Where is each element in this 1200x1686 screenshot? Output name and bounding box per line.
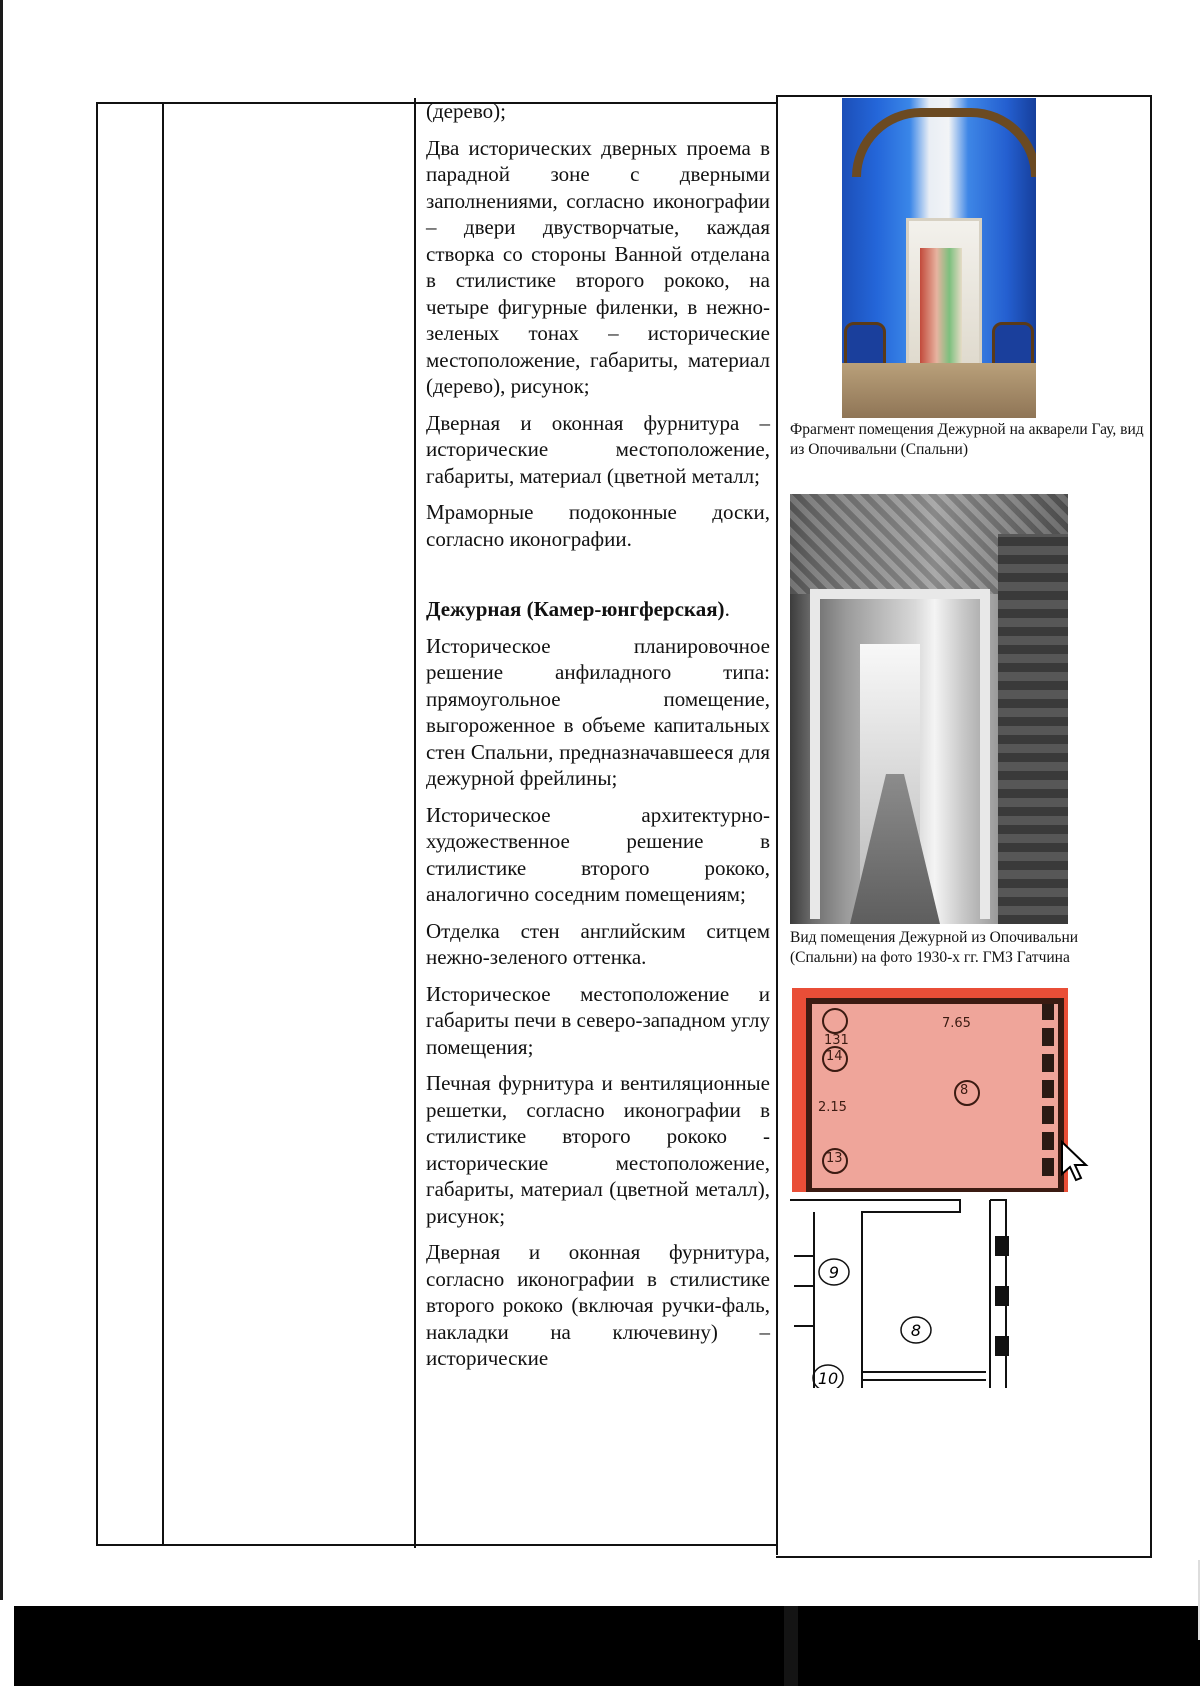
room-marker — [822, 1008, 848, 1034]
room-number: 8 — [910, 1321, 922, 1340]
paragraph: Печная фурнитура и вентиляционные решетки, согласно иконографии в стилистике второго рококо - исторические местоположение, габариты, материал (цветной металл), рисунок; — [426, 1071, 770, 1228]
room-number: 9 — [828, 1263, 840, 1282]
plan-lines — [790, 1196, 1022, 1388]
floor-plan-highlighted — [792, 988, 1068, 1192]
table-bottom-rule — [96, 1544, 776, 1546]
scan-edge — [784, 1606, 798, 1686]
table-col-line-2 — [162, 102, 164, 1545]
watercolor-image — [842, 98, 1036, 418]
section-heading — [426, 596, 770, 623]
description-column — [426, 98, 770, 1382]
room-number: 14 — [826, 1049, 843, 1064]
scan-edge — [0, 0, 3, 1600]
section-heading-dot: . — [724, 597, 730, 621]
room-number: 13 — [826, 1151, 843, 1166]
section-heading-text: Дежурная (Камер-юнгферская) — [426, 597, 725, 621]
paragraph: Историческое планировочное решение анфиладного типа: прямоугольное помещение, выгороженное в объеме капитальных стен Спальни, предназначавшееся для дежурной фрейлины; — [426, 633, 770, 790]
paragraph: Мраморные подоконные доски, согласно иконографии. — [426, 500, 770, 551]
room-number: 8 — [960, 1083, 969, 1098]
paragraph: Дверная и оконная фурнитура – исторические местоположение, габариты, материал (цветной металл; — [426, 410, 770, 488]
paragraph: Историческое архитектурно-художественное решение в стилистике второго рококо, аналогично соседним помещениям; — [426, 802, 770, 906]
table-col-line-3 — [414, 98, 416, 1548]
paragraph: Историческое местоположение и габариты печи в северо-западном углу помещения; — [426, 981, 770, 1059]
enfilade-view — [920, 248, 962, 368]
mouse-cursor-icon — [1060, 1140, 1090, 1184]
table-bottom-rule-right — [776, 1556, 1152, 1558]
ornate-arch — [852, 108, 1036, 177]
paragraph: Два исторических дверных проема в парадной зоне с дверными заполнениями, согласно иконографии – двери двустворчатые, каждая створка со стороны Ванной отделана в стилистике второго рококо, на четыре фигурные филенки, в нежно-зеленых тонах – исторические местоположение, габариты, материал (дерево), рисунок; — [426, 135, 770, 398]
floor — [842, 363, 1036, 418]
table-col-line-5 — [1150, 95, 1152, 1557]
scan-bottom-border — [14, 1606, 1200, 1686]
paragraph: (дерево); — [426, 99, 506, 123]
paragraph: Дверная и оконная фурнитура, согласно иконографии в стилистике второго рококо (включая ручки-фаль, накладки на ключевину) – исторические — [426, 1240, 770, 1370]
paragraph: Отделка стен английским ситцем нежно-зеленого оттенка. — [426, 918, 770, 969]
table-top-rule-right — [776, 95, 1152, 97]
table-col-line-4 — [776, 95, 778, 1555]
table-col-line-1 — [96, 102, 98, 1545]
figure-caption-2: Вид помещения Дежурной из Опочивальни (Спальни) на фото 1930-х гг. ГМЗ Гатчина — [790, 929, 1079, 966]
room-number: 10 — [817, 1369, 839, 1388]
historic-photo — [790, 494, 1068, 924]
dimension-label: 7.65 — [942, 1016, 971, 1031]
figure-caption-1: Фрагмент помещения Дежурной на акварели Гау, вид из Опочивальни (Спальни) — [790, 421, 1144, 458]
dimension-label: 131 — [824, 1033, 849, 1048]
patterned-wall — [998, 534, 1068, 924]
window-wall — [1042, 1004, 1054, 1176]
dimension-label: 2.15 — [818, 1100, 847, 1115]
floor-plan-drawing — [790, 1196, 1022, 1388]
